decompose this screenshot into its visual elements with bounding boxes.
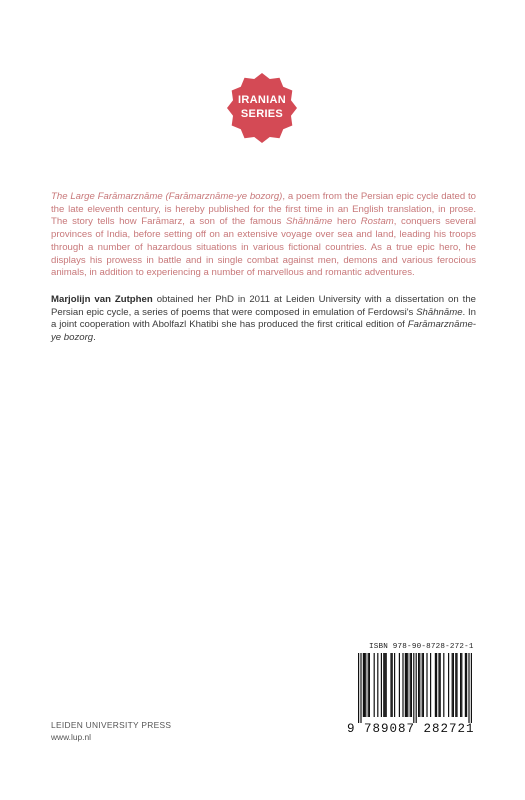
isbn-barcode [347, 643, 481, 739]
barcode-bar [386, 653, 387, 717]
barcode-bar [392, 653, 393, 717]
iranian-series-badge [226, 72, 298, 144]
barcode-bar [430, 653, 431, 717]
barcode-bar [381, 653, 382, 717]
barcode-bar [456, 653, 457, 717]
isbn-label: ISBN 978-90-8728-272-1 [369, 643, 474, 651]
bio-text-1: obtained her PhD in 2011 at Leiden University with a dissertation on the Persian epic cycle, a series of poems that were composed in emulation of Ferdowsi's [51, 294, 477, 318]
barcode-bar [461, 653, 462, 717]
barcode-bar [455, 653, 456, 717]
barcode-bar [402, 653, 403, 717]
book-title-italic: The Large Farāmarznāme (Farāmarznāme-ye bozorg) [51, 191, 283, 202]
barcode-bar [438, 653, 439, 717]
barcode-bar [466, 653, 467, 717]
barcode-bar [377, 653, 378, 717]
bio-shahname-italic: Shāhnāme [416, 306, 463, 318]
barcode-bar [407, 653, 408, 717]
badge-line-2: SERIES [240, 108, 284, 120]
barcode-bar [399, 653, 400, 717]
author-name: Marjolijn van Zutphen [51, 294, 153, 305]
barcode-bar [448, 653, 449, 717]
description-text-2: hero [332, 216, 361, 228]
barcode-bar [419, 653, 420, 717]
barcode-bar [416, 653, 417, 723]
badge-label [226, 93, 298, 121]
barcode-bar [406, 653, 407, 717]
barcode-bar [365, 653, 366, 717]
barcode-bar [422, 653, 423, 717]
barcode-bar [435, 653, 436, 717]
barcode-bar [390, 653, 391, 717]
bio-text-3: . [93, 332, 96, 344]
book-description [51, 191, 476, 280]
barcode-bar [413, 653, 414, 723]
edition-title-italic: Farāmarznāme-ye bozorg [51, 319, 476, 344]
barcode-bar [453, 653, 454, 717]
barcode-bar [411, 653, 412, 717]
barcode-bar [436, 653, 437, 717]
barcode-bar [410, 653, 411, 717]
barcode-bars [347, 653, 481, 727]
barcode-bar [405, 653, 406, 717]
barcode-bar [363, 653, 364, 717]
barcode-bar [369, 653, 370, 717]
barcode-bar [360, 653, 361, 723]
barcode-bar [423, 653, 424, 717]
barcode-bar [465, 653, 466, 717]
ean-digits: 9 789087 282721 [347, 722, 475, 736]
badge-line-1: IRANIAN [238, 94, 286, 106]
barcode-bar [443, 653, 444, 717]
barcode-bar [468, 653, 469, 723]
barcode-bar [374, 653, 375, 717]
barcode-bar [440, 653, 441, 717]
barcode-bar [384, 653, 385, 717]
publisher-name: LEIDEN UNIVERSITY PRESS [51, 720, 172, 730]
shahname-italic: Shāhnāme [285, 216, 333, 228]
barcode-bar [418, 653, 419, 717]
barcode-bar [460, 653, 461, 717]
barcode-bar [452, 653, 453, 717]
barcode-bar [383, 653, 384, 717]
rostam-italic: Rostam [360, 216, 394, 228]
barcode-bar [394, 653, 395, 717]
barcode-bar [364, 653, 365, 717]
publisher-block [51, 719, 171, 743]
barcode-bar [426, 653, 427, 717]
barcode-bar [368, 653, 369, 717]
bio-text-2: . In a joint cooperation with Abolfazl Khatibi she has produced the first critical edition of [51, 306, 476, 331]
publisher-url: www.lup.nl [51, 732, 92, 742]
barcode-bar [358, 653, 359, 723]
barcode-bar [471, 653, 472, 723]
description-text-1: , a poem from the Persian epic cycle dated to the late eleventh century, is hereby published for the first time in an English translation, in prose. The story tells how Farāmarz, a son of the famous [51, 191, 476, 228]
description-text-3: , conquers several provinces of India, before setting off on an extensive voyage over sea and land, leading his troops through a number of hazardous situations in various fictional countries. As a true epic hero, he displays his prowess in battle and in single combat against men, demons and various ferocious animals, in addition to experiencing a number of marvellous and romantic adventures. [51, 216, 476, 279]
author-bio [51, 294, 476, 345]
